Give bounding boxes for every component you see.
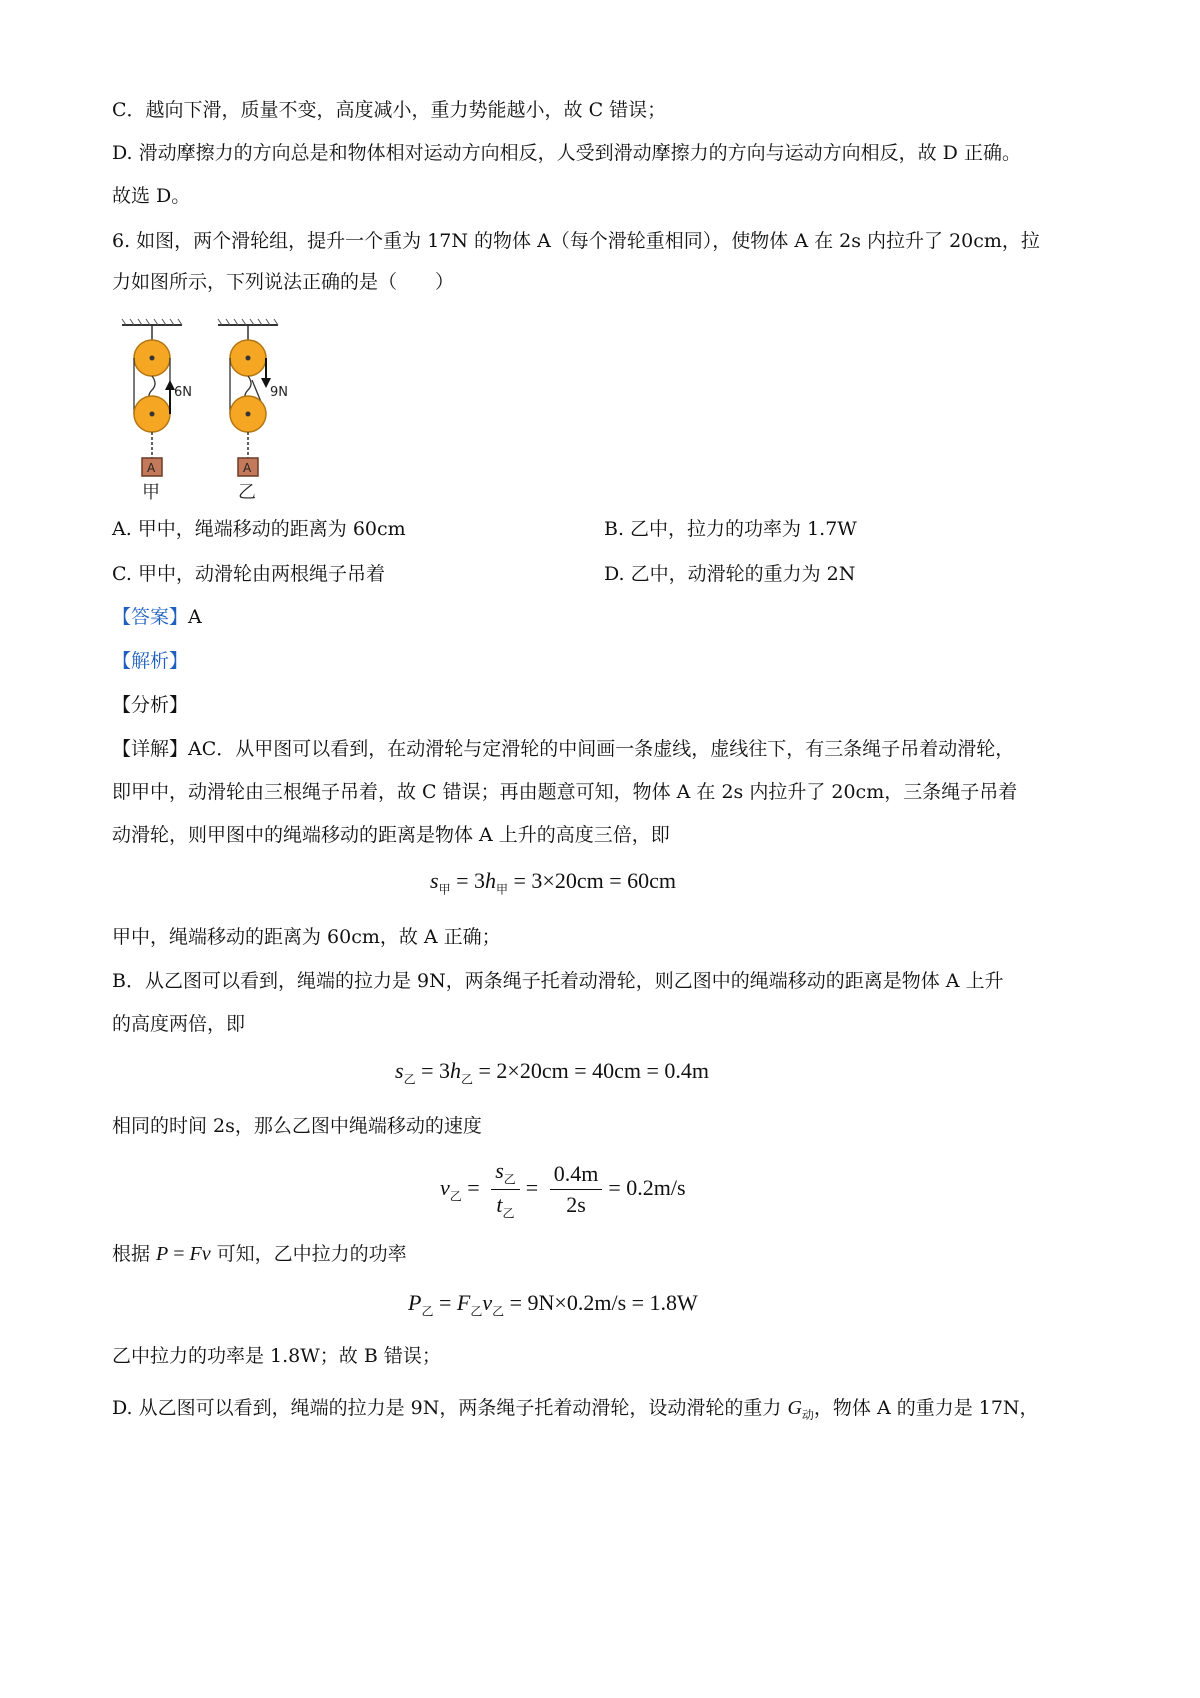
detail-line6: 的高度两倍，即 [112,1013,246,1035]
answer-value: A [188,606,202,628]
detail-line8: 根据 P = Fv 可知，乙中拉力的功率 [112,1243,407,1265]
caption-yi: 乙 [238,482,256,503]
option-d[interactable]: D. 乙中，动滑轮的重力为 2N [604,563,856,585]
detail-line1: 【详解】AC．从甲图可以看到，在动滑轮与定滑轮的中间画一条虚线，虚线往下，有三条绳子吊着动滑轮， [112,738,1015,760]
ceiling-right [218,319,278,325]
block-a-left-label: A [147,461,156,475]
detail-line4: 甲中，绳端移动的距离为 60cm，故 A 正确； [112,926,501,948]
analysis-tag: 【解析】 [112,650,189,672]
detail-tag: 【详解】 [112,738,189,760]
text-line-d: D. 滑动摩擦力的方向总是和物体相对运动方向相反，人受到滑动摩擦力的方向与运动方向相反，故 D 正确。 [112,142,1021,164]
question-6-line1: 6. 如图，两个滑轮组，提升一个重为 17N 的物体 A（每个滑轮重相同），使物体 A 在 2s 内拉升了 20cm，拉 [112,230,1040,252]
detail-line10: D. 从乙图可以看到，绳端的拉力是 9N，两条绳子托着动滑轮，设动滑轮的重力 $G_动$，物体 A 的重力是 17N， [112,1397,1039,1422]
force-label-right: 9N [270,385,288,400]
detail-line3: 动滑轮，则甲图中的绳端移动的距离是物体 A 上升的高度三倍，即 [112,824,670,846]
pulley-figure [118,318,318,506]
detail-line7: 相同的时间 2s，那么乙图中绳端移动的速度 [112,1115,482,1137]
caption-jia: 甲 [142,482,160,503]
answer-tag: 【答案】 [112,606,189,628]
block-a-right-label: A [243,461,252,475]
detail-line2: 即甲中，动滑轮由三根绳子吊着，故 C 错误；再由题意可知，物体 A 在 2s 内拉升了 20cm，三条绳子吊着 [112,781,1018,803]
force-label-left: 6N [174,385,192,400]
equation-v-yi: $v_乙$ = $\frac{s_乙}{t_乙}$ = $\frac{0.4m}{2s}$ = 0.2m/s [440,1158,686,1221]
ceiling-left [122,319,182,325]
text-line-choose: 故选 D。 [112,185,191,207]
answer-line [112,605,202,629]
fenxi-tag: 【分析】 [112,694,189,716]
equation-p-yi: $P_乙 = F_乙v_乙 = 9N\times 0.2m/s = 1.8W$ [408,1290,698,1319]
equation-s-yi: $s_乙 = 3h_乙 = 2\times 20cm = 40cm = 0.4m$ [395,1058,710,1087]
equation-s-jia: $s_甲 = 3h_甲 = 3\times 20cm = 60cm$ [430,868,676,897]
option-b[interactable]: B. 乙中，拉力的功率为 1.7W [604,518,857,540]
question-6-line2: 力如图所示，下列说法正确的是（ ） [112,271,455,293]
option-a[interactable]: A. 甲中，绳端移动的距离为 60cm [112,518,406,540]
detail-line9: 乙中拉力的功率是 1.8W；故 B 错误； [112,1345,441,1367]
option-c[interactable]: C. 甲中，动滑轮由两根绳子吊着 [112,563,385,585]
detail-line5: B．从乙图可以看到，绳端的拉力是 9N，两条绳子托着动滑轮，则乙图中的绳端移动的距离是物体 A 上升 [112,970,1004,992]
text-line-c: C．越向下滑，质量不变，高度减小，重力势能越小，故 C 错误； [112,99,667,121]
